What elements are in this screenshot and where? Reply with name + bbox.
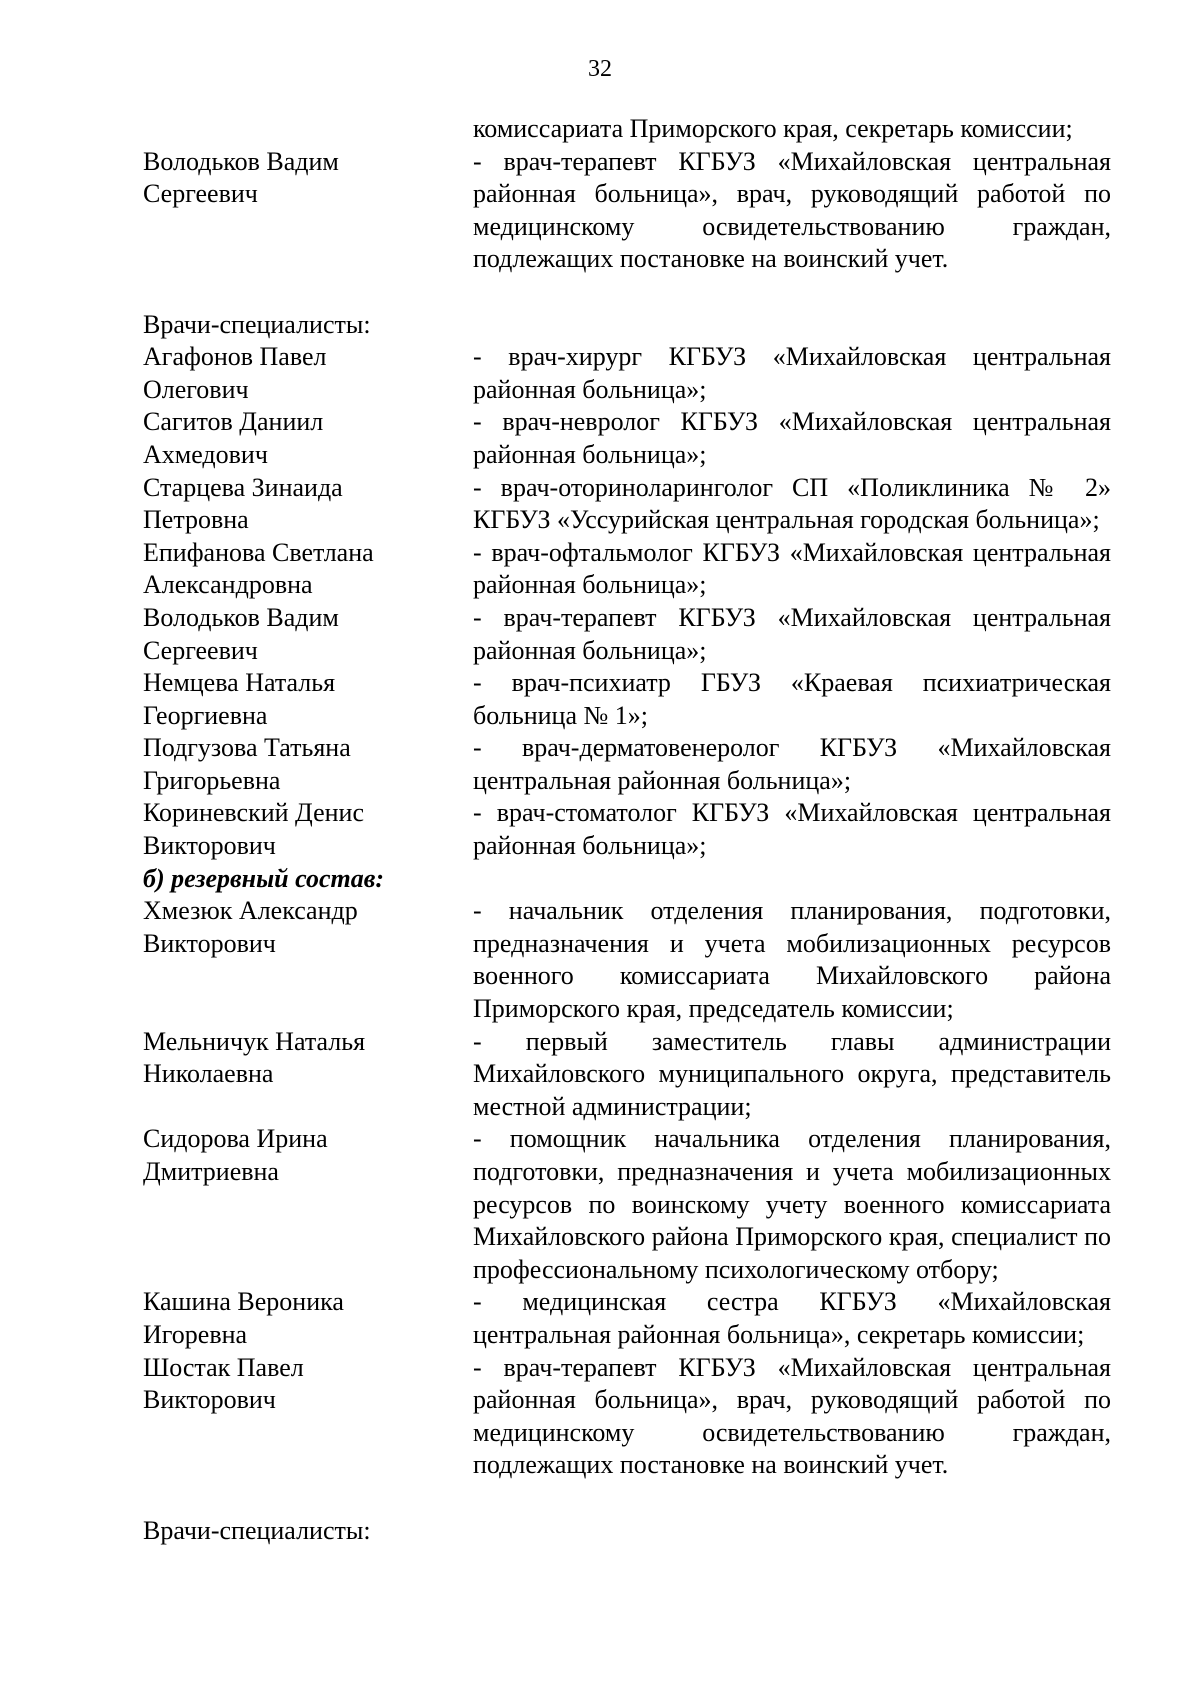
doctor-row <box>143 472 1111 537</box>
member-role: - врач-терапевт КГБУЗ «Михайловская центральная районная больница», врач, руководящий работой по медицинскому освидетельствованию граждан, подлежащих постановке на воинский учет. <box>473 146 1111 274</box>
document-body <box>143 113 1111 1547</box>
doctor-name: Подгузова Татьяна Григорьевна <box>143 733 351 795</box>
reserve-name: Шостак Павел Викторович <box>143 1352 304 1415</box>
doctor-name: Володьков Вадим Сергеевич <box>143 602 339 665</box>
reserve-name: Кашина Вероника Игоревна <box>143 1287 344 1349</box>
doctor-name: Агафонов Павел Олегович <box>143 342 327 404</box>
doctor-role: - врач-терапевт КГБУЗ «Михайловская центральная районная больница»; <box>473 602 1111 665</box>
member-row <box>143 113 1111 146</box>
member-name: Володьков Вадим Сергеевич <box>143 146 339 209</box>
reserve-row <box>143 1352 1111 1482</box>
doctor-name: Старцева Зинаида Петровна <box>143 472 343 535</box>
doctors-heading: Врачи-специалисты: <box>143 1515 371 1545</box>
doctor-name: Епифанова Светлана Александровна <box>143 537 374 600</box>
doctor-row <box>143 667 1111 732</box>
reserve-role: - начальник отделения планирования, подготовки, предназначения и учета мобилизационных ресурсов военного комиссариата Михайловского района Приморского края, председатель комиссии; <box>473 896 1111 1024</box>
doctor-role: - врач-стоматолог КГБУЗ «Михайловская центральная районная больница»; <box>473 798 1111 861</box>
doctor-role: - врач-психиатр ГБУЗ «Краевая психиатрическая больница № 1»; <box>473 668 1111 730</box>
doctor-role: - врач-дерматовенеролог КГБУЗ «Михайловская центральная районная больница»; <box>473 733 1111 795</box>
reserve-row <box>143 1026 1111 1124</box>
reserve-name: Мельничук Наталья Николаевна <box>143 1026 366 1089</box>
doctor-row <box>143 602 1111 667</box>
doctors-heading: Врачи-специалисты: <box>143 309 371 339</box>
reserve-name: Сидорова Ирина Дмитриевна <box>143 1124 328 1186</box>
doctor-row <box>143 797 1111 862</box>
doctor-name: Немцева Наталья Георгиевна <box>143 668 336 730</box>
page-number: 32 <box>588 56 612 82</box>
doctor-row <box>143 732 1111 797</box>
doctor-role: - врач-оториноларинголог СП «Поликлиника № 2» КГБУЗ «Уссурийская центральная городская больница»; <box>473 472 1111 535</box>
reserve-role: - первый заместитель главы администрации Михайловского муниципального округа, представитель местной администрации; <box>473 1026 1111 1121</box>
reserve-name: Хмезюк Александр Викторович <box>143 896 358 958</box>
doctor-name: Сагитов Даниил Ахмедович <box>143 407 324 469</box>
doctor-row <box>143 406 1111 471</box>
member-role: комиссариата Приморского края, секретарь комиссии; <box>473 114 1073 143</box>
doctor-role: - врач-невролог КГБУЗ «Михайловская центральная районная больница»; <box>473 407 1111 469</box>
reserve-heading: б) резервный состав: <box>143 863 384 893</box>
reserve-row <box>143 895 1111 1025</box>
doctor-row <box>143 537 1111 602</box>
doctor-name: Кориневский Денис Викторович <box>143 798 364 861</box>
member-row <box>143 146 1111 276</box>
reserve-row <box>143 1286 1111 1351</box>
doctor-role: - врач-хирург КГБУЗ «Михайловская центральная районная больница»; <box>473 342 1111 404</box>
reserve-role: - медицинская сестра КГБУЗ «Михайловская центральная районная больница», секретарь комиссии; <box>473 1287 1111 1349</box>
reserve-role: - врач-терапевт КГБУЗ «Михайловская центральная районная больница», врач, руководящий работой по медицинскому освидетельствованию граждан, подлежащих постановке на воинский учет. <box>473 1352 1111 1480</box>
reserve-role: - помощник начальника отделения планирования, подготовки, предназначения и учета мобилизационных ресурсов по воинскому учету военного комиссариата Михайловского района Приморского края, специалист по профессиональному психологическому отбору; <box>473 1124 1111 1284</box>
doctor-role: - врач-офтальмолог КГБУЗ «Михайловская центральная районная больница»; <box>473 537 1111 600</box>
doctor-row <box>143 341 1111 406</box>
reserve-row <box>143 1123 1111 1286</box>
